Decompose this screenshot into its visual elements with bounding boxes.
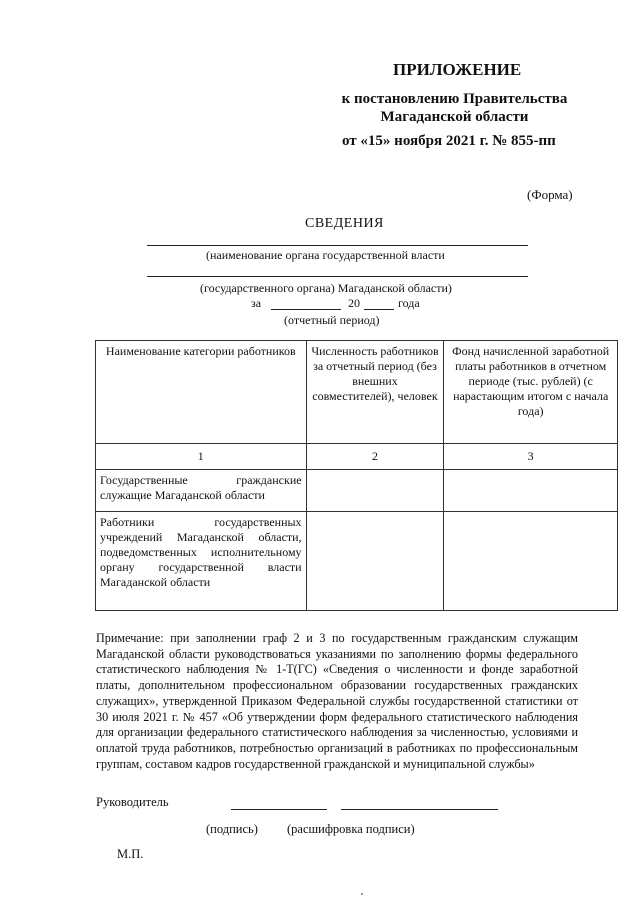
row-fund-cell: [444, 470, 618, 512]
appendix-heading: ПРИЛОЖЕНИЕ: [393, 60, 522, 79]
period-year-blank-line: [364, 309, 394, 310]
resolution-line-1: к постановлению Правительства: [341, 91, 568, 107]
head-label: Руководитель: [96, 795, 169, 809]
column-number-2: 2: [306, 444, 444, 470]
stamp-place: М.П.: [117, 847, 144, 861]
period-blank-line: [271, 309, 341, 310]
header-category: Наименование категории работников: [96, 341, 307, 444]
authority-name-caption: (наименование органа государственной власти: [206, 248, 445, 262]
header-fund: Фонд начисленной заработной платы работников в отчетном периоде (тыс. рублей) (с нарастающим итогом с начала года): [444, 341, 618, 444]
authority-name-line: [147, 245, 528, 246]
table-header-row: [96, 341, 618, 444]
header-count: Численность работников за отчетный период (без внешних совместителей), человек: [306, 341, 444, 444]
footnote: Примечание: при заполнении граф 2 и 3 по государственным гражданским служащим Магаданской области руководствоваться указаниями по заполнению формы федерального статистического наблюдения № 1-Т(ГС) «Сведения о численности и фонде заработной платы, дополнительном профессиональном образовании государственных гражданских служащих», утвержденной Приказом Федеральной службы государственной статистики от 30 июля 2021 г. № 457 «Об утверждении форм федерального статистического наблюдения для организации федерального статистического наблюдения за численностью, условиями и оплатой труда работников, потребностью организаций в работниках по профессиональным группам, составом кадров государственной гражданской и муниципальной службы»: [96, 631, 578, 771]
row-count-cell: [306, 470, 444, 512]
row-count-cell: [306, 512, 444, 611]
row-category: Работники государственных учреждений Магаданской области, подведомственных исполнительному органу государственной власти Магаданской области: [96, 512, 307, 611]
table-number-row: [96, 444, 618, 470]
period-caption: (отчетный период): [284, 313, 380, 327]
signature-decode-caption: (расшифровка подписи): [287, 822, 415, 836]
row-category: Государственные гражданские служащие Магаданской области: [96, 470, 307, 512]
period-suffix: года: [398, 296, 420, 310]
row-fund-cell: [444, 512, 618, 611]
signature-decode-line: [341, 809, 498, 810]
authority-name-line-2: [147, 276, 528, 277]
resolution-line-2: Магаданской области: [380, 109, 529, 125]
form-label: (Форма): [527, 187, 573, 202]
column-number-3: 3: [444, 444, 618, 470]
resolution-date-number: от «15» ноября 2021 г. № 855-пп: [342, 133, 556, 149]
scan-dot: [361, 893, 363, 895]
column-number-1: 1: [96, 444, 307, 470]
table-row: [96, 512, 618, 611]
table-row: [96, 470, 618, 512]
period-prefix: за: [251, 296, 262, 310]
authority-name-caption-cont: (государственного органа) Магаданской области): [200, 281, 452, 295]
signature-caption: (подпись): [206, 822, 258, 836]
period-year-prefix: 20: [348, 296, 360, 310]
data-table: [95, 340, 618, 611]
signature-line: [231, 809, 327, 810]
resolution-reference: [337, 90, 572, 126]
document-title: СВЕДЕНИЯ: [305, 216, 384, 231]
